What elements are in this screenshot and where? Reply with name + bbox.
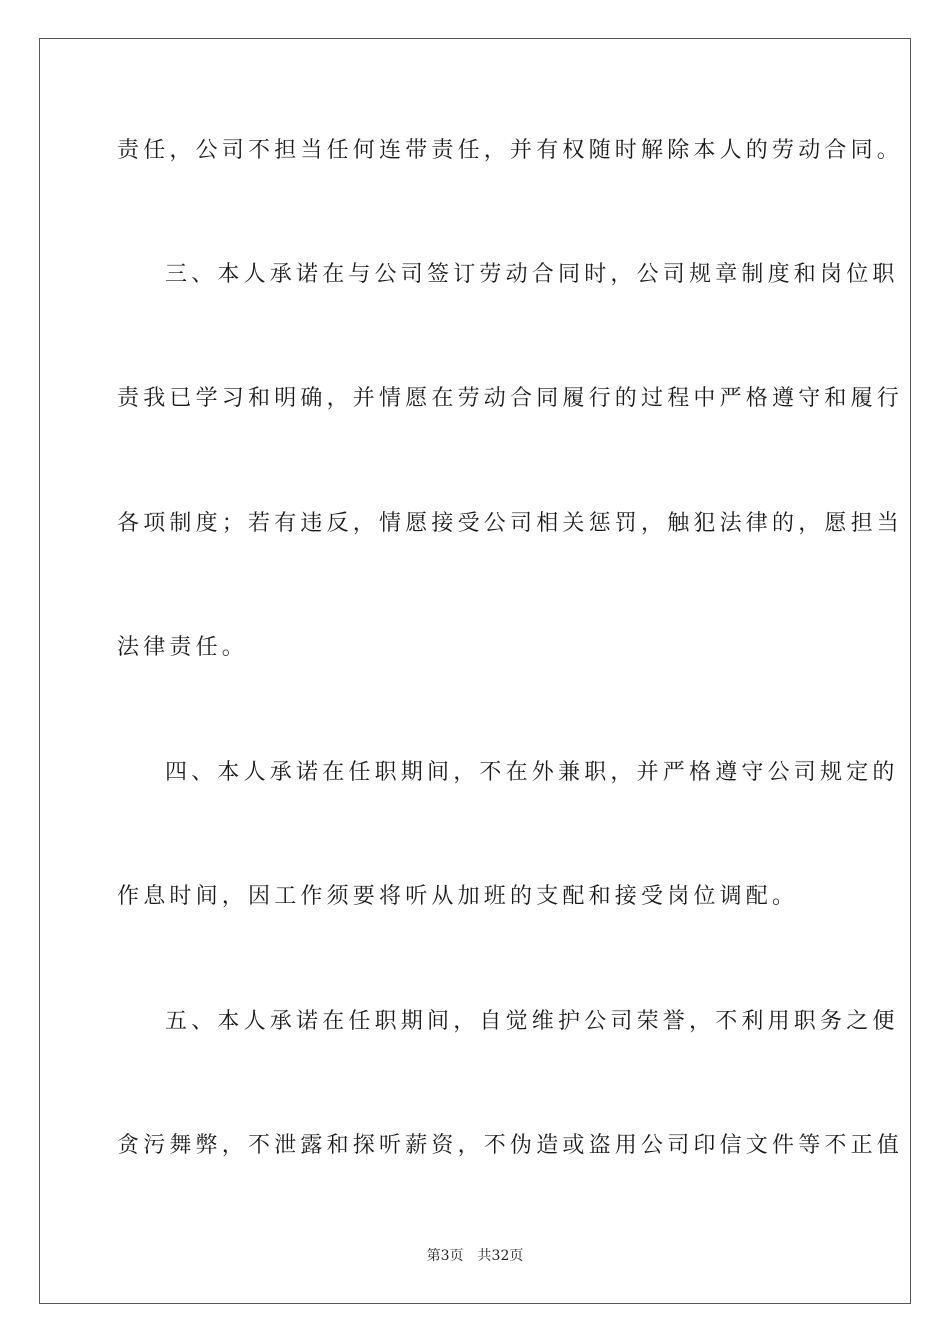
page-footer [0,1247,950,1265]
current-page-number: 第3页 [426,1248,464,1264]
paragraph-line: 三、本人承诺在与公司签订劳动合同时，公司规章制度和岗位职 [165,262,899,287]
total-pages: 共32页 [477,1248,524,1264]
page-border [39,38,911,1304]
paragraph-line: 贪污舞弊，不泄露和探听薪资，不伪造或盗用公司印信文件等不正值 [117,1133,904,1158]
paragraph-line: 责我已学习和明确，并情愿在劳动合同履行的过程中严格遵守和履行 [117,386,904,411]
paragraph-line: 四、本人承诺在任职期间，不在外兼职，并严格遵守公司规定的 [165,760,899,785]
paragraph-line: 作息时间，因工作须要将听从加班的支配和接受岗位调配。 [117,884,799,909]
paragraph-line: 法律责任。 [117,635,249,660]
paragraph-line: 五、本人承诺在任职期间，自觉维护公司荣誉，不利用职务之便 [165,1009,899,1034]
paragraph-line: 各项制度；若有违反，情愿接受公司相关惩罚，触犯法律的，愿担当 [117,511,904,536]
paragraph-line: 责任，公司不担当任何连带责任，并有权随时解除本人的劳动合同。 [117,138,904,163]
